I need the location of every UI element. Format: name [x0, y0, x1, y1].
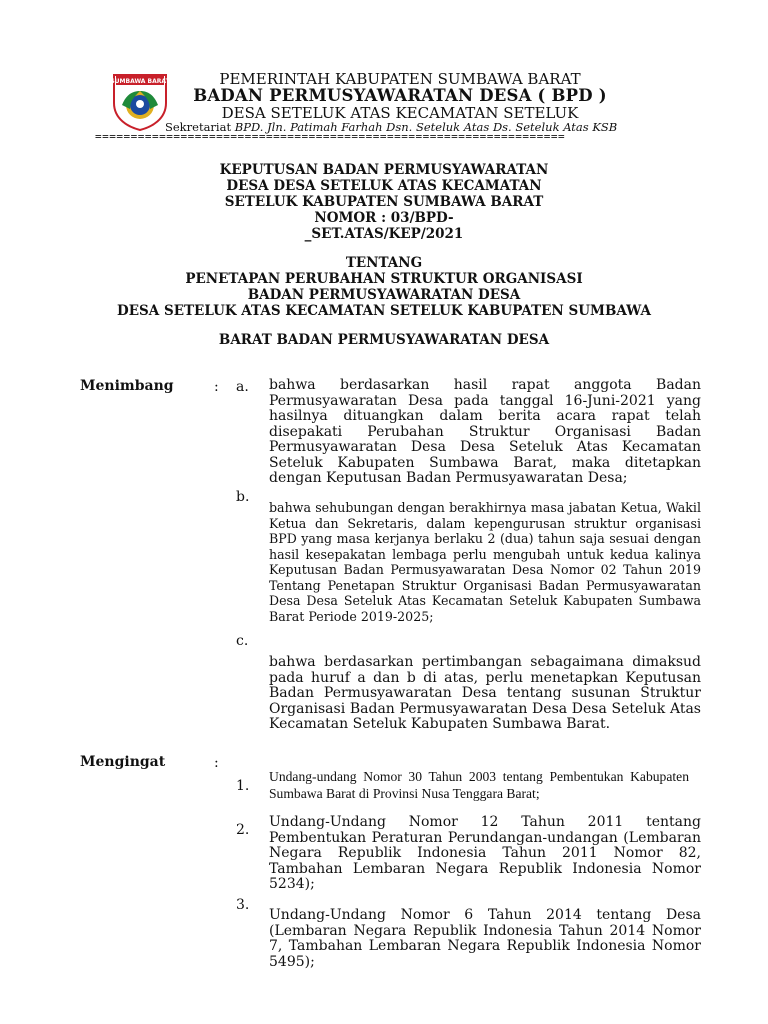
mengingat-item-2: Undang-Undang Nomor 12 Tahun 2011 tentang Pembentukan Peraturan Perundangan-undangan (Lembaran Negara Republik Indonesia Tahun 2011 Nomor 82, Tambahan Lembaran Negara Republik Indonesia Nomor 5234); [269, 814, 701, 892]
menimbang-mark-a: a. [236, 379, 249, 395]
village-name: DESA SETELUK ATAS KECAMATAN SETELUK [221, 104, 579, 122]
secretariat-lead: Sekretariat [165, 120, 232, 134]
letterhead-rule: ================================================================== [95, 130, 566, 143]
mengingat-mark-2: 2. [236, 822, 250, 838]
mengingat-mark-1: 1. [236, 778, 250, 794]
subject-line-4: BARAT BADAN PERMUSYAWARATAN DESA [218, 332, 550, 348]
decree-number-suffix: _SET.ATAS/KEP/2021 [304, 226, 464, 242]
tentang-heading: TENTANG [345, 255, 423, 271]
secretariat-text: BPD. Jln. Patimah Farhah Dsn. Seteluk Atas Ds. Seteluk Atas KSB [231, 120, 618, 134]
title-line-2: DESA DESA SETELUK ATAS KECAMATAN [226, 178, 542, 194]
menimbang-item-b: bahwa sehubungan dengan berakhirnya masa jabatan Ketua, Wakil Ketua dan Sekretaris, dalam kepengurusan struktur organisasi BPD yang masa kerjanya berlaku 2 (dua) tahun saja sesuai dengan hasil kesepakatan lembaga perlu mengubah untuk kedua kalinya Keputusan Badan Permusyawaratan Desa Nomor 02 Tahun 2019 Tentang Penetapan Struktur Organisasi Badan Permusyawaratan Desa Desa Seteluk Atas Kecamatan Seteluk Kabupaten Sumbawa Barat Periode 2019-2025; [269, 500, 701, 624]
mengingat-mark-3: 3. [236, 897, 250, 913]
title-line-3: SETELUK KABUPATEN SUMBAWA BARAT [224, 194, 544, 210]
subject-line-2: BADAN PERMUSYAWARATAN DESA [247, 287, 521, 303]
decree-number: NOMOR : 03/BPD- [314, 210, 454, 226]
menimbang-item-a: bahwa berdasarkan hasil rapat anggota Badan Permusyawaratan Desa pada tanggal 16-Juni-2021 yang hasilnya dituangkan dalam berita acara rapat telah disepakati Perubahan Struktur Organisasi Badan Permusyawaratan Desa Desa Seteluk Atas Kecamatan Seteluk Kabupaten Sumbawa Barat, maka ditetapkan dengan Keputusan Badan Permusyawaratan Desa; [269, 377, 701, 486]
agency-name: BADAN PERMUSYAWARATAN DESA ( BPD ) [193, 86, 607, 105]
logo-text: SUMBAWA BARAT [112, 78, 168, 85]
menimbang-label: Menimbang [80, 378, 174, 394]
mengingat-item-1: Undang-undang Nomor 30 Tahun 2003 tentang Pembentukan Kabupaten Sumbawa Barat di Provinsi Nusa Tenggara Barat; [269, 769, 689, 801]
government-name: PEMERINTAH KABUPATEN SUMBAWA BARAT [219, 70, 581, 88]
subject-line-3: DESA SETELUK ATAS KECAMATAN SETELUK KABUPATEN SUMBAWA [117, 303, 651, 319]
mengingat-label: Mengingat [80, 754, 166, 770]
mengingat-item-3: Undang-Undang Nomor 6 Tahun 2014 tentang Desa (Lembaran Negara Republik Indonesia Tahun 2014 Nomor 7, Tambahan Lembaran Negara Republik Indonesia Nomor 5495); [269, 907, 701, 970]
menimbang-mark-c: c. [236, 633, 249, 649]
menimbang-item-c: bahwa berdasarkan pertimbangan sebagaimana dimaksud pada huruf a dan b di atas, perlu menetapkan Keputusan Badan Permusyawaratan Desa tentang susunan Struktur Organisasi Badan Permusyawaratan Desa Desa Seteluk Atas Kecamatan Seteluk Kabupaten Sumbawa Barat. [269, 654, 701, 732]
menimbang-colon: : [214, 379, 219, 395]
menimbang-mark-b: b. [236, 489, 250, 505]
subject-line-1: PENETAPAN PERUBAHAN STRUKTUR ORGANISASI [185, 271, 583, 287]
mengingat-colon: : [214, 755, 219, 771]
title-line-1: KEPUTUSAN BADAN PERMUSYAWARATAN [219, 162, 549, 178]
